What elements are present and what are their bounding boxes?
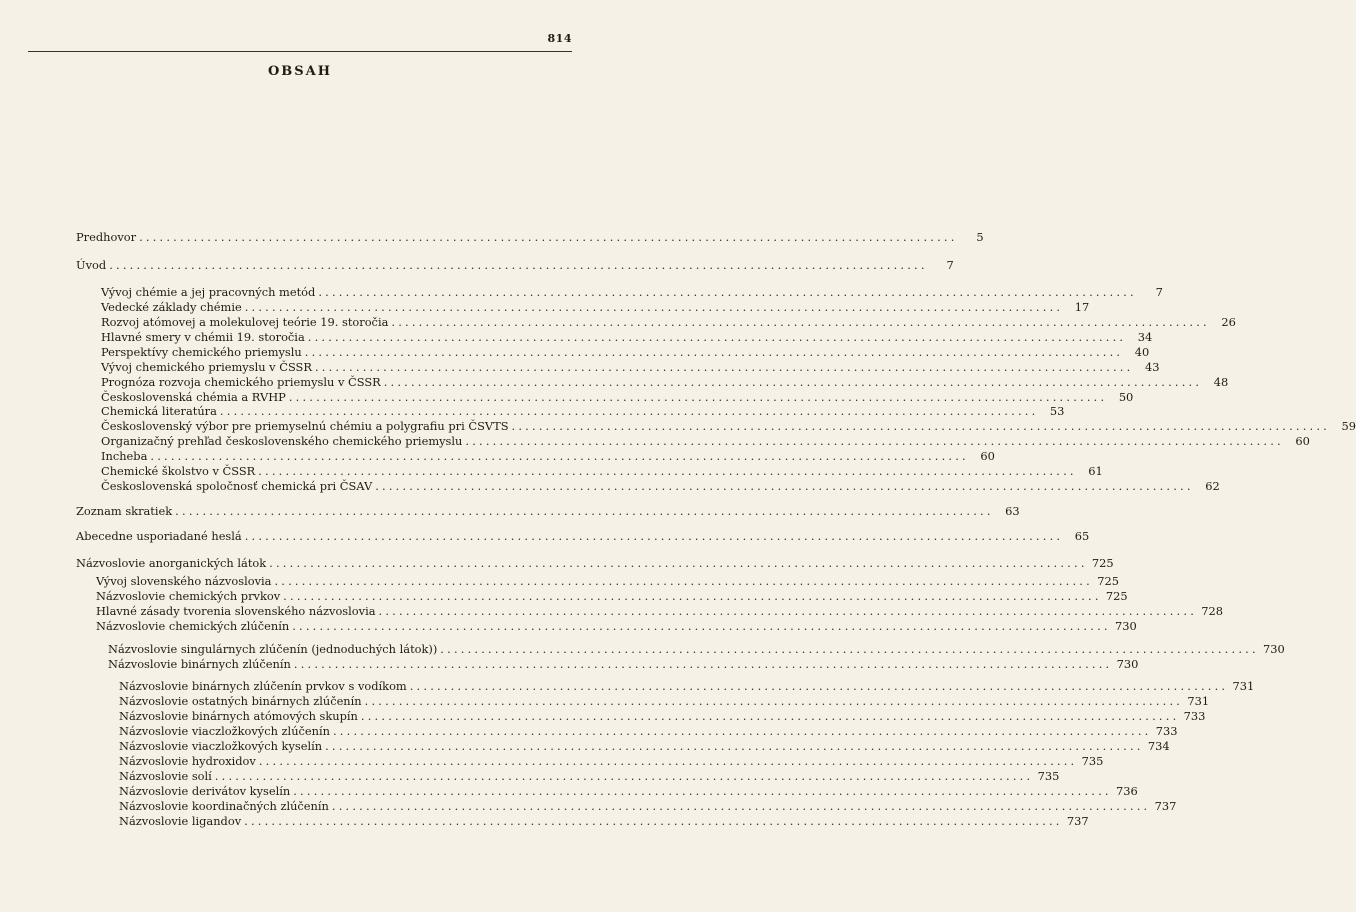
toc-entry bbox=[76, 529, 1090, 543]
entry-label: Názvoslovie binárnych zlúčenín bbox=[108, 657, 291, 671]
dot-leader: ........................................................................................................................ bbox=[383, 375, 1203, 389]
toc-entry bbox=[119, 754, 1104, 768]
entry-label: Vývoj chemického priemyslu v ČSSR bbox=[101, 360, 312, 374]
entry-label: Názvoslovie singulárnych zlúčenín (jednoduchých látok)) bbox=[108, 642, 438, 656]
entry-label: Chemická literatúra bbox=[101, 404, 217, 418]
entry-label: Názvoslovie viaczložkových kyselín bbox=[119, 739, 323, 753]
toc-entry bbox=[119, 784, 1138, 798]
entry-label: Názvoslovie anorganických látok bbox=[76, 556, 267, 570]
toc-entry bbox=[76, 258, 954, 272]
toc-entry bbox=[119, 724, 1178, 738]
page-title: OBSAH bbox=[267, 64, 333, 79]
toc-entry bbox=[101, 360, 1160, 374]
entry-label: Vývoj chémie a jej pracovných metód bbox=[101, 285, 316, 299]
toc-entry bbox=[101, 464, 1103, 478]
entry-page: 730 bbox=[1114, 619, 1137, 633]
dot-leader: ........................................................................................................................ bbox=[360, 709, 1180, 723]
entry-label: Rozvoj atómovej a molekulovej teórie 19. storočia bbox=[101, 315, 389, 329]
entry-page: 725 bbox=[1091, 556, 1114, 570]
dot-leader: ........................................................................................................................ bbox=[109, 258, 928, 272]
dot-leader: ........................................................................................................................ bbox=[219, 404, 1039, 418]
dot-leader: ........................................................................................................................ bbox=[465, 434, 1284, 448]
toc-entry bbox=[96, 589, 1128, 603]
entry-page: 48 bbox=[1213, 375, 1229, 389]
entry-page: 7 bbox=[946, 258, 954, 272]
dot-leader: ........................................................................................................................ bbox=[314, 360, 1134, 374]
entry-page: 735 bbox=[1037, 769, 1060, 783]
toc-entry bbox=[101, 404, 1065, 418]
dot-leader: ........................................................................................................................ bbox=[274, 574, 1093, 588]
toc-entry bbox=[101, 479, 1220, 493]
dot-leader: ........................................................................................................................ bbox=[258, 464, 1077, 478]
entry-label: Názvoslovie derivátov kyselín bbox=[119, 784, 291, 798]
entry-label: Názvoslovie koordinačných zlúčenín bbox=[119, 799, 329, 813]
entry-page: 26 bbox=[1221, 315, 1236, 329]
entry-page: 63 bbox=[1005, 504, 1020, 518]
entry-label: Názvoslovie chemických zlúčenín bbox=[96, 619, 290, 633]
toc-entry bbox=[108, 657, 1139, 671]
entry-page: 731 bbox=[1187, 694, 1210, 708]
entry-label: Československá chémia a RVHP bbox=[101, 390, 286, 404]
dot-leader: ........................................................................................................................ bbox=[378, 604, 1198, 618]
toc-entry bbox=[76, 556, 1114, 570]
entry-page: 736 bbox=[1115, 784, 1138, 798]
entry-label: Názvoslovie solí bbox=[119, 769, 212, 783]
dot-leader: ........................................................................................................................ bbox=[375, 479, 1194, 493]
entry-label: Názvoslovie ostatných binárnych zlúčenín bbox=[119, 694, 362, 708]
dot-leader: ........................................................................................................................ bbox=[283, 589, 1102, 603]
entry-page: 731 bbox=[1232, 679, 1255, 693]
toc-entry bbox=[101, 434, 1310, 448]
dot-leader: ........................................................................................................................ bbox=[292, 619, 1111, 633]
toc-entry bbox=[119, 814, 1089, 828]
toc-entry bbox=[101, 315, 1236, 329]
toc-entry bbox=[96, 574, 1119, 588]
toc-entry bbox=[101, 449, 995, 463]
toc-entry bbox=[119, 769, 1060, 783]
dot-leader: ........................................................................................................................ bbox=[331, 799, 1151, 813]
toc-entry bbox=[96, 604, 1224, 618]
entry-label: Úvod bbox=[76, 258, 107, 272]
entry-label: Perspektívy chemického priemyslu bbox=[101, 345, 302, 359]
dot-leader: ........................................................................................................................ bbox=[364, 694, 1184, 708]
entry-page: 737 bbox=[1066, 814, 1089, 828]
dot-leader: ........................................................................................................................ bbox=[244, 529, 1064, 543]
entry-page: 61 bbox=[1088, 464, 1103, 478]
toc-entry bbox=[119, 709, 1206, 723]
dot-leader: ........................................................................................................................ bbox=[440, 642, 1259, 656]
entry-page: 40 bbox=[1134, 345, 1150, 359]
entry-label: Prognóza rozvoja chemického priemyslu v ČSSR bbox=[101, 375, 381, 389]
dot-leader: ........................................................................................................................ bbox=[409, 679, 1229, 693]
toc-entry bbox=[101, 390, 1134, 404]
entry-page: 735 bbox=[1081, 754, 1104, 768]
dot-leader: ........................................................................................................................ bbox=[244, 814, 1063, 828]
entry-label: Chemické školstvo v ČSSR bbox=[101, 464, 256, 478]
entry-label: Hlavné zásady tvorenia slovenského názvoslovia bbox=[96, 604, 376, 618]
toc-entry bbox=[101, 300, 1090, 314]
page-number: 814 bbox=[547, 32, 572, 45]
entry-page: 34 bbox=[1137, 330, 1153, 344]
entry-label: Názvoslovie binárnych atómových skupín bbox=[119, 709, 358, 723]
entry-label: Československá spoločnosť chemická pri ČSAV bbox=[101, 479, 373, 493]
toc-entry bbox=[119, 799, 1177, 813]
toc-entry bbox=[108, 642, 1285, 656]
entry-page: 734 bbox=[1147, 739, 1170, 753]
entry-page: 60 bbox=[1295, 434, 1310, 448]
toc-entry bbox=[96, 619, 1137, 633]
toc-entry bbox=[101, 330, 1153, 344]
entry-label: Predhovor bbox=[76, 230, 137, 244]
entry-label: Názvoslovie hydroxidov bbox=[119, 754, 256, 768]
entry-page: 733 bbox=[1155, 724, 1178, 738]
dot-leader: ........................................................................................................................ bbox=[293, 784, 1112, 798]
toc-entry bbox=[119, 739, 1170, 753]
entry-label: Názvoslovie viaczložkových zlúčenín bbox=[119, 724, 330, 738]
toc-entry bbox=[101, 419, 1356, 433]
dot-leader: ........................................................................................................................ bbox=[304, 345, 1124, 359]
dot-leader: ........................................................................................................................ bbox=[391, 315, 1210, 329]
entry-page: 17 bbox=[1074, 300, 1090, 314]
dot-leader: ........................................................................................................................ bbox=[511, 419, 1331, 433]
entry-page: 60 bbox=[980, 449, 995, 463]
dot-leader: ........................................................................................................................ bbox=[307, 330, 1127, 344]
toc-entry bbox=[101, 285, 1163, 299]
entry-page: 730 bbox=[1263, 642, 1285, 656]
dot-leader: ........................................................................................................................ bbox=[258, 754, 1078, 768]
entry-label: Zoznam skratiek bbox=[76, 504, 173, 518]
dot-leader: ........................................................................................................................ bbox=[269, 556, 1088, 570]
dot-leader: ........................................................................................................................ bbox=[318, 285, 1137, 299]
entry-page: 50 bbox=[1118, 390, 1134, 404]
entry-page: 728 bbox=[1201, 604, 1224, 618]
entry-page: 65 bbox=[1074, 529, 1090, 543]
entry-page: 725 bbox=[1105, 589, 1128, 603]
entry-label: Incheba bbox=[101, 449, 148, 463]
toc-entry bbox=[76, 230, 984, 244]
dot-leader: ........................................................................................................................ bbox=[288, 390, 1108, 404]
entry-page: 53 bbox=[1049, 404, 1065, 418]
entry-page: 62 bbox=[1205, 479, 1220, 493]
toc-entry bbox=[119, 694, 1210, 708]
entry-label: Vývoj slovenského názvoslovia bbox=[96, 574, 272, 588]
entry-label: Vedecké základy chémie bbox=[101, 300, 242, 314]
toc-entry bbox=[76, 504, 1020, 518]
dot-leader: ........................................................................................................................ bbox=[293, 657, 1113, 671]
dot-leader: ........................................................................................................................ bbox=[244, 300, 1064, 314]
toc-entry bbox=[101, 375, 1229, 389]
entry-page: 5 bbox=[976, 230, 984, 244]
entry-page: 725 bbox=[1097, 574, 1119, 588]
entry-label: Názvoslovie chemických prvkov bbox=[96, 589, 281, 603]
entry-page: 7 bbox=[1155, 285, 1163, 299]
entry-label: Organizačný prehľad československého chemického priemyslu bbox=[101, 434, 463, 448]
dot-leader: ........................................................................................................................ bbox=[332, 724, 1152, 738]
entry-label: Názvoslovie ligandov bbox=[119, 814, 242, 828]
entry-label: Československý výbor pre priemyselnú chémiu a polygrafiu pri ČSVTS bbox=[101, 419, 509, 433]
dot-leader: ........................................................................................................................ bbox=[139, 230, 958, 244]
entry-label: Hlavné smery v chémii 19. storočia bbox=[101, 330, 305, 344]
entry-label: Abecedne usporiadané heslá bbox=[76, 529, 242, 543]
entry-page: 730 bbox=[1116, 657, 1139, 671]
toc-entry bbox=[101, 345, 1150, 359]
entry-label: Názvoslovie binárnych zlúčenín prvkov s vodíkom bbox=[119, 679, 407, 693]
entry-page: 733 bbox=[1183, 709, 1206, 723]
entry-page: 737 bbox=[1154, 799, 1177, 813]
dot-leader: ........................................................................................................................ bbox=[214, 769, 1034, 783]
entry-page: 43 bbox=[1144, 360, 1160, 374]
entry-page: 59 bbox=[1341, 419, 1356, 433]
dot-leader: ........................................................................................................................ bbox=[150, 449, 969, 463]
dot-leader: ........................................................................................................................ bbox=[175, 504, 994, 518]
dot-leader: ........................................................................................................................ bbox=[325, 739, 1144, 753]
toc-entry bbox=[119, 679, 1255, 693]
